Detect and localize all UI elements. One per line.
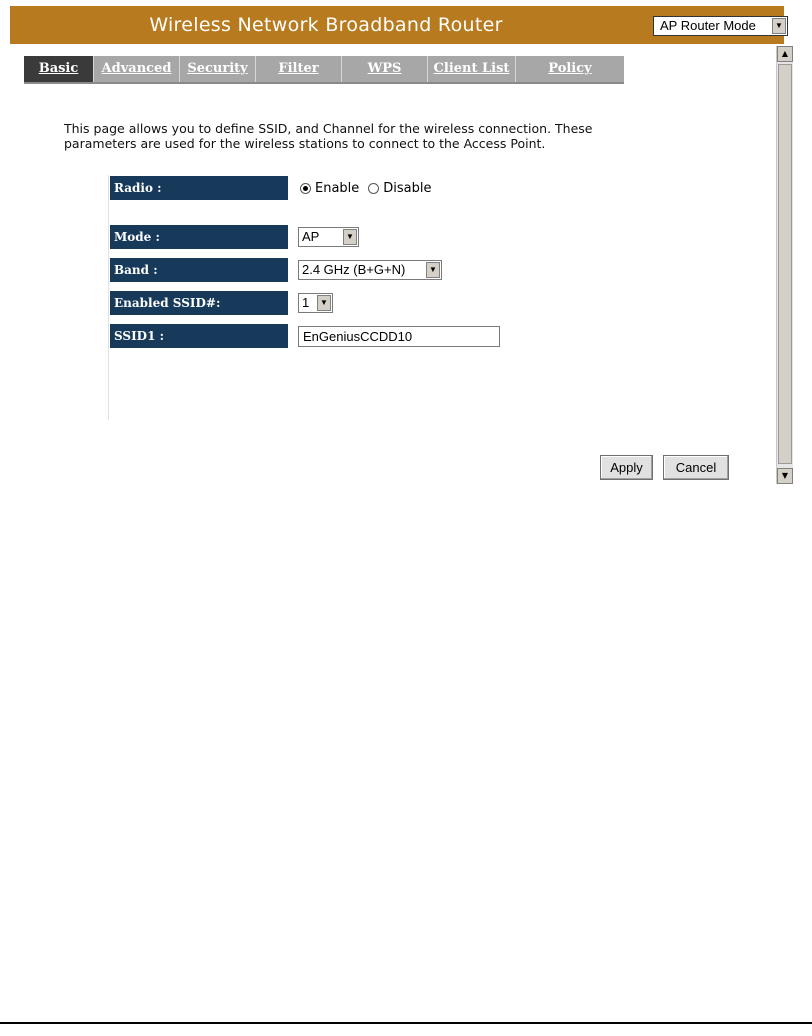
page-description (64, 121, 704, 151)
tab-bar (24, 56, 624, 82)
chevron-down-icon[interactable]: ▼ (343, 229, 357, 245)
radio-enable-label[interactable]: Enable (315, 180, 360, 196)
chevron-down-icon[interactable]: ▼ (317, 295, 331, 311)
tab-filter[interactable]: Filter (256, 56, 342, 82)
radio-options (300, 178, 441, 198)
enabled-ssid-label: Enabled SSID#: (110, 291, 288, 315)
router-mode-select[interactable] (653, 16, 788, 36)
tab-security[interactable]: Security (180, 56, 256, 82)
description-line-1: This page allows you to define SSID, and Channel for the wireless connection. These (64, 121, 593, 136)
page-bottom-rule (0, 1022, 812, 1024)
mode-select[interactable] (298, 227, 359, 247)
header-bar (10, 6, 784, 44)
radio-label: Radio : (110, 176, 288, 200)
chevron-down-icon[interactable]: ▼ (426, 262, 440, 278)
band-label: Band : (110, 258, 288, 282)
mode-value: AP (302, 229, 320, 244)
tab-basic[interactable]: Basic (24, 56, 94, 82)
mode-label: Mode : (110, 225, 288, 249)
radio-enable[interactable] (300, 183, 311, 194)
tab-client-list[interactable]: Client List (428, 56, 516, 82)
enabled-ssid-value: 1 (302, 295, 310, 310)
tab-underline (24, 82, 624, 84)
form-panel-border (108, 175, 109, 420)
ssid1-input[interactable]: EnGeniusCCDD10 (298, 326, 500, 347)
scrollbar-thumb[interactable] (778, 64, 792, 464)
ssid1-label: SSID1 : (110, 324, 288, 348)
tab-advanced[interactable]: Advanced (94, 56, 180, 82)
band-value: 2.4 GHz (B+G+N) (302, 262, 406, 277)
chevron-down-icon[interactable]: ▼ (772, 18, 786, 34)
router-mode-value: AP Router Mode (660, 18, 756, 33)
apply-button[interactable]: Apply (600, 455, 653, 480)
triangle-down-icon[interactable]: ▼ (777, 468, 793, 484)
cancel-button[interactable]: Cancel (663, 455, 729, 480)
tab-policy[interactable]: Policy (548, 61, 592, 76)
description-line-2: parameters are used for the wireless stations to connect to the Access Point. (64, 136, 546, 151)
radio-disable-label[interactable]: Disable (383, 180, 432, 196)
radio-disable[interactable] (368, 183, 379, 194)
page-title: Wireless Network Broadband Router (149, 14, 503, 36)
tab-wps[interactable]: WPS (342, 56, 428, 82)
triangle-up-icon[interactable]: ▲ (777, 46, 793, 62)
vertical-scrollbar[interactable] (776, 46, 793, 484)
enabled-ssid-select[interactable] (298, 293, 333, 313)
band-select[interactable] (298, 260, 442, 280)
